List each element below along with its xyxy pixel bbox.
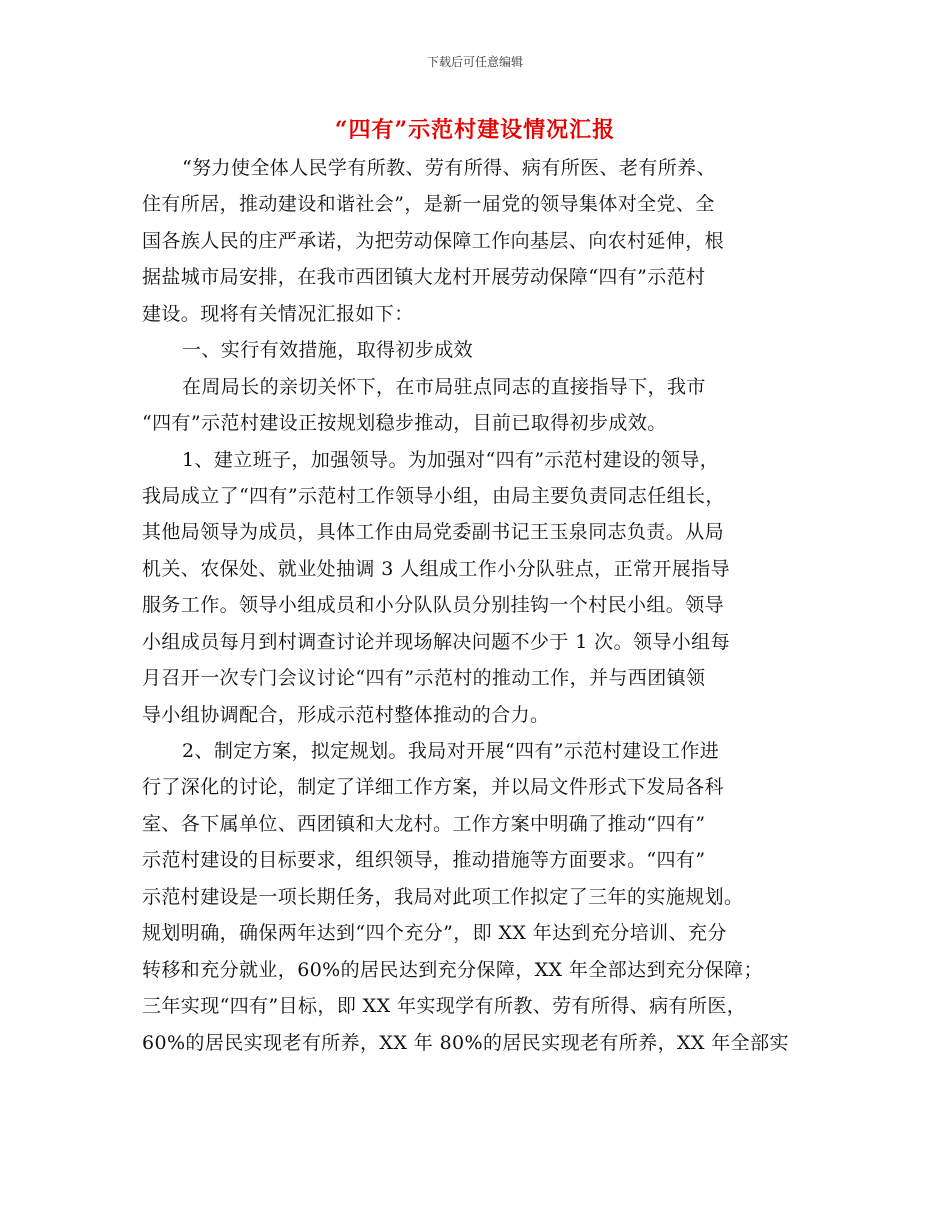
body-line: 1、建立班子，加强领导。为加强对“四有”示范村建设的领导， [182,448,720,471]
body-line: 服务工作。领导小组成员和小分队队员分别挂钩一个村民小组。领导 [142,594,725,617]
body-line: 小组成员每月到村调查讨论并现场解决问题不少于 1 次。领导小组每 [142,630,730,653]
body-line: 行了深化的讨论，制定了详细工作方案，并以局文件形式下发局各科 [142,776,725,799]
body-line: 其他局领导为成员，具体工作由局党委副书记王玉泉同志负责。从局 [142,521,725,544]
document-title: “四有”示范村建设情况汇报 [334,117,616,143]
body-line: 2、制定方案，拟定规划。我局对开展“四有”示范村建设工作进 [182,740,720,762]
body-line: “努力使全体人民学有所教、劳有所得、病有所医、老有所养、 [182,157,716,179]
header-note: 下载后可任意编辑 [426,55,523,69]
body-line: 住有所居，推动建设和谐社会”，是新一届党的领导集体对全党、全 [142,193,715,216]
body-line: 室、各下属单位、西团镇和大龙村。工作方案中明确了推动“四有” [142,812,706,835]
body-line: “四有”示范村建设正按规划稳步推动，目前已取得初步成效。 [142,412,667,435]
document-body [142,150,802,1061]
body-line: 三年实现“四有”目标，即 XX 年实现学有所教、劳有所得、病有所医， [142,995,747,1018]
body-line: 我局成立了“四有”示范村工作领导小组，由局主要负责同志任组长， [142,484,725,507]
body-line: 规划明确，确保两年达到“四个充分”，即 XX 年达到充分培训、充分 [142,922,727,945]
body-line: 据盐城市局安排，在我市西团镇大龙村开展劳动保障“四有”示范村 [142,266,706,289]
body-line: 示范村建设的目标要求，组织领导，推动措施等方面要求。“四有” [142,849,706,872]
body-line: 示范村建设是一项长期任务，我局对此项工作拟定了三年的实施规划。 [142,885,744,908]
body-line: 导小组协调配合，形成示范村整体推动的合力。 [142,703,550,726]
body-line: 转移和充分就业，60%的居民达到充分保障，XX 年全部达到充分保障； [142,958,763,981]
section-heading: 一、实行有效措施，取得初步成效 [182,339,474,362]
body-line: 国各族人民的庄严承诺，为把劳动保障工作向基层、向农村延伸，根 [142,229,725,252]
body-line: 60%的居民实现老有所养，XX 年 80%的居民实现老有所养，XX 年全部实 [142,1031,789,1054]
body-line: 在周局长的亲切关怀下，在市局驻点同志的直接指导下，我市 [182,375,706,398]
body-line: 机关、农保处、就业处抽调 3 人组成工作小分队驻点，正常开展指导 [142,557,730,580]
body-line: 建设。现将有关情况汇报如下： [142,302,414,325]
body-line: 月召开一次专门会议讨论“四有”示范村的推动工作，并与西团镇领 [142,667,706,690]
